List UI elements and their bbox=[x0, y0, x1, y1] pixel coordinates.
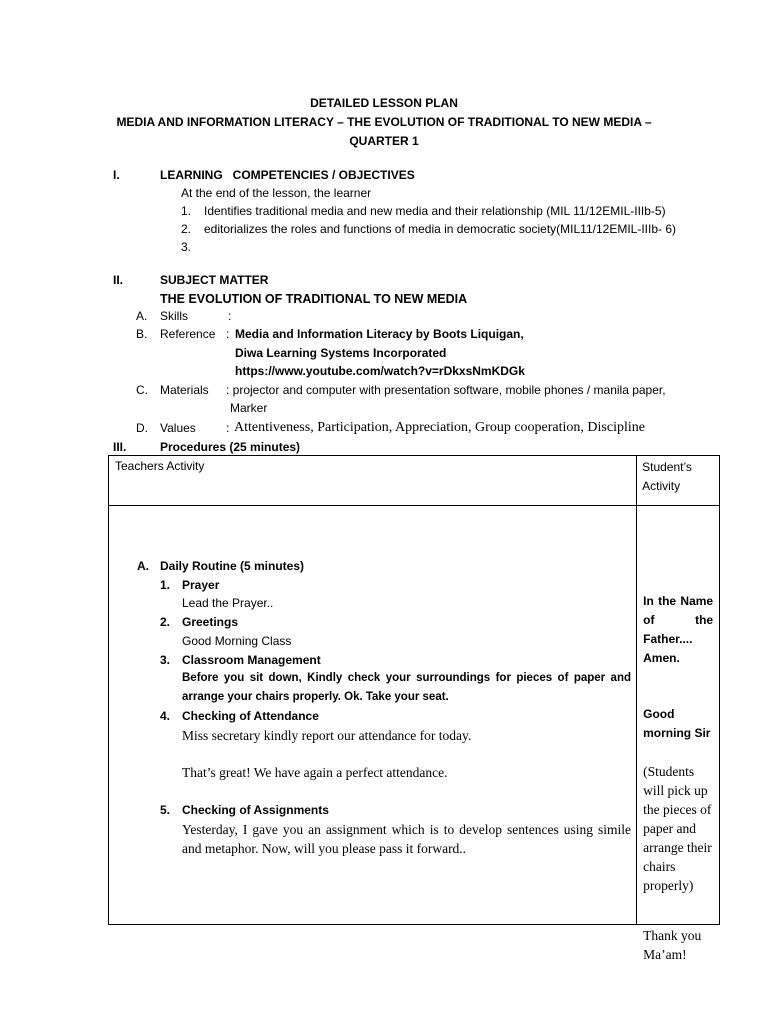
assignments-text: Yesterday, I gave you an assignment which is to develop sentences using simile and metaphor. Now, will you please pass it forward.. bbox=[182, 822, 631, 856]
skills-letter: A. bbox=[136, 309, 148, 323]
materials-label: Materials bbox=[160, 383, 209, 397]
section-1-title: LEARNING COMPETENCIES / OBJECTIVES bbox=[160, 168, 415, 182]
attendance-title: Checking of Attendance bbox=[182, 709, 319, 723]
greetings-title: Greetings bbox=[182, 615, 239, 629]
skills-separator: : bbox=[228, 309, 232, 323]
document-subtitle: MEDIA AND INFORMATION LITERACY – THE EVOLUTION OF TRADITIONAL TO NEW MEDIA – bbox=[116, 115, 652, 129]
student-header-line-1: Student’s bbox=[642, 460, 692, 474]
section-1-numeral: I. bbox=[113, 168, 120, 182]
classroom-text: Before you sit down, Kindly check your surroundings for pieces of paper and arrange your chairs properly. Ok. Take your seat. bbox=[182, 672, 631, 703]
attendance-text-1: Miss secretary kindly report our attendance for today. bbox=[182, 728, 472, 743]
section-3-numeral: III. bbox=[113, 440, 127, 454]
materials-letter: C. bbox=[136, 383, 148, 397]
reference-url: https://www.youtube.com/watch?v=rDkxsNmKDGk bbox=[235, 364, 525, 378]
objective-3-number: 3. bbox=[181, 240, 192, 254]
reference-separator: : bbox=[226, 327, 230, 341]
section-3-title: Procedures (25 minutes) bbox=[160, 440, 301, 454]
greeting-response: Good morning Sir bbox=[643, 707, 711, 740]
values-separator: : bbox=[226, 421, 230, 435]
section-1-intro: At the end of the lesson, the learner bbox=[181, 186, 372, 200]
assignments-number: 5. bbox=[160, 803, 171, 817]
assignments-title: Checking of Assignments bbox=[182, 803, 329, 817]
teacher-activity-cell bbox=[109, 506, 637, 925]
greetings-text: Good Morning Class bbox=[182, 634, 292, 648]
prayer-text: Lead the Prayer.. bbox=[182, 596, 274, 610]
routine-title: Daily Routine (5 minutes) bbox=[160, 559, 305, 573]
objective-2-number: 2. bbox=[181, 222, 192, 236]
thanks-response: Thank you Ma’am! bbox=[643, 928, 702, 962]
table-body-row bbox=[109, 506, 720, 925]
attendance-number: 4. bbox=[160, 709, 171, 723]
prayer-title: Prayer bbox=[182, 578, 220, 592]
document-title: DETAILED LESSON PLAN bbox=[310, 96, 458, 110]
classroom-number: 3. bbox=[160, 653, 171, 667]
prayer-response: In the Name of the Father.... Amen. bbox=[643, 594, 714, 665]
materials-line-2: Marker bbox=[230, 401, 268, 415]
routine-letter: A. bbox=[137, 559, 149, 573]
objective-2-text: editorializes the roles and functions of media in democratic society(MIL11/12EMIL-IIIb- 6) bbox=[204, 222, 676, 236]
materials-line-1: : projector and computer with presentation software, mobile phones / manila paper, bbox=[226, 383, 666, 397]
section-2-title: SUBJECT MATTER bbox=[160, 273, 269, 287]
teacher-header: Teachers Activity bbox=[115, 459, 205, 473]
section-2-subtitle: THE EVOLUTION OF TRADITIONAL TO NEW MEDIA bbox=[160, 292, 468, 306]
attendance-text-2: That’s great! We have again a perfect attendance. bbox=[182, 765, 448, 780]
reference-letter: B. bbox=[136, 327, 148, 341]
reference-line-2: Diwa Learning Systems Incorporated bbox=[235, 346, 447, 360]
teacher-header-cell bbox=[109, 456, 637, 506]
prayer-number: 1. bbox=[160, 578, 171, 592]
values-value: Attentiveness, Participation, Appreciation, Group cooperation, Discipline bbox=[234, 420, 645, 435]
students-action: (Students will pick up the pieces of paper and arrange their chairs properly) bbox=[643, 764, 712, 893]
reference-line-1: Media and Information Literacy by Boots Liquigan, bbox=[235, 327, 524, 341]
objective-1-text: Identifies traditional media and new media and their relationship (MIL 11/12EMIL-IIIb-5) bbox=[204, 204, 666, 218]
greetings-number: 2. bbox=[160, 615, 171, 629]
skills-label: Skills bbox=[160, 309, 189, 323]
section-2-numeral: II. bbox=[113, 273, 124, 287]
values-letter: D. bbox=[136, 421, 148, 435]
student-header-line-2: Activity bbox=[642, 479, 681, 493]
student-activity-cell bbox=[637, 506, 720, 962]
procedures-table bbox=[108, 455, 720, 962]
student-header-cell bbox=[637, 456, 720, 506]
objective-1-number: 1. bbox=[181, 204, 192, 218]
values-label: Values bbox=[160, 421, 196, 435]
reference-label: Reference bbox=[160, 327, 216, 341]
document-quarter: QUARTER 1 bbox=[349, 134, 419, 148]
table-header-row bbox=[109, 456, 720, 506]
classroom-title: Classroom Management bbox=[182, 653, 321, 667]
